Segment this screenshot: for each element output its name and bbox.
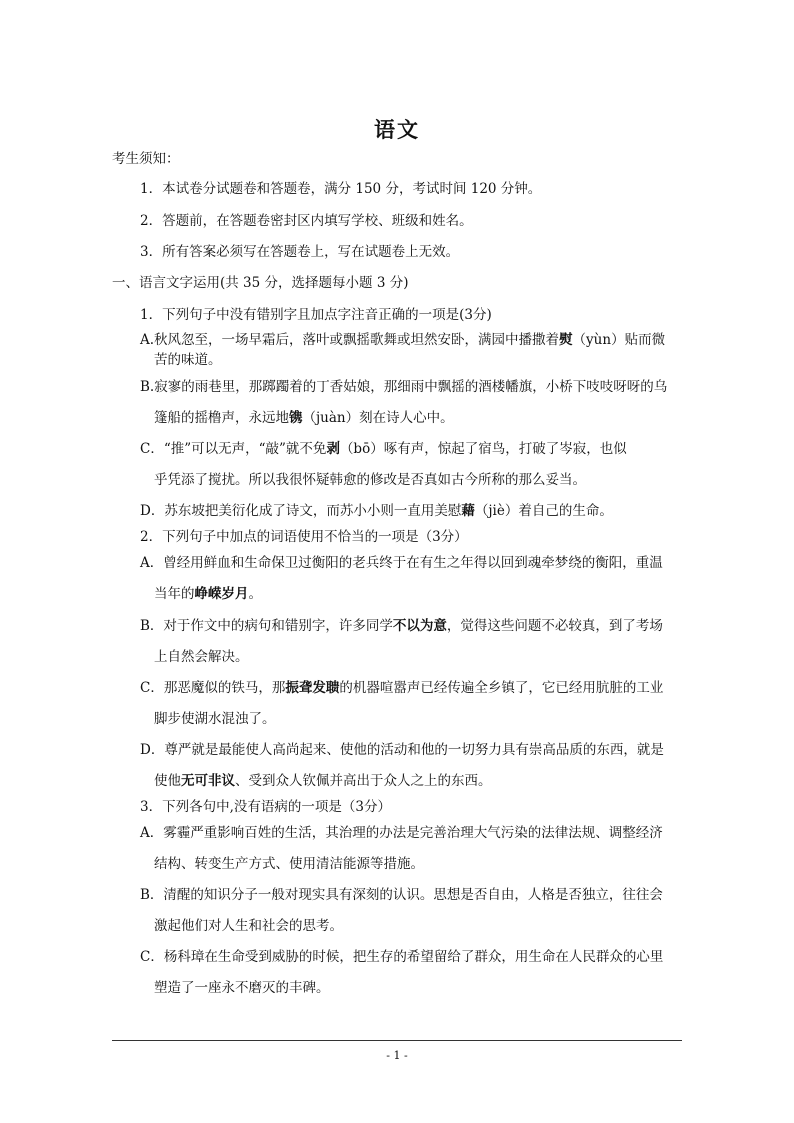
- q1-b-emphasis: 镌: [289, 410, 303, 426]
- q2-a-emphasis: 峥嵘岁月: [194, 586, 249, 602]
- q2-option-a-line1: A．曾经用鲜血和生命保卫过衡阳的老兵终于在有生之年得以回到魂牵梦绕的衡阳，重温: [140, 555, 663, 571]
- q1-option-c-line2: 乎凭添了搅扰。所以我很怀疑韩愈的修改是否真如古今所称的那么妥当。: [154, 472, 586, 488]
- q2-c-text: C．那恶魔似的铁马，那: [140, 680, 286, 696]
- notice-item-2: 2．答题前，在答题卷密封区内填写学校、班级和姓名。: [140, 213, 473, 229]
- q2-a-text-end: 。: [248, 586, 262, 602]
- q1-c-text-end: （bō）啄有声，惊起了宿鸟，打破了岑寂，也似: [339, 441, 627, 457]
- q1-d-emphasis: 藉: [461, 503, 475, 519]
- q1-option-c-line1: [140, 440, 627, 458]
- q2-c-emphasis: 振聋发聩: [285, 680, 340, 696]
- q2-a-text: 当年的: [154, 586, 195, 602]
- q1-b-text: 篷船的摇橹声，永远地: [154, 410, 289, 426]
- q2-b-text-end: ，觉得这些问题不必较真，到了考场: [446, 618, 663, 634]
- q1-option-a-line1: [140, 331, 665, 349]
- q3-option-b-line1: B．清醒的知识分子一般对现实具有深刻的认识。思想是否自由，人格是否独立，往往会: [140, 887, 663, 903]
- q2-option-a-line2: [154, 585, 262, 603]
- q3-option-c-line1: C．杨科璋在生命受到威胁的时候，把生存的希望留给了群众，用生命在人民群众的心里: [140, 949, 664, 965]
- q2-d-text: 使他: [154, 773, 181, 789]
- notice-item-1: 1．本试卷分试题卷和答题卷，满分 150 分，考试时间 120 分钟。: [140, 181, 542, 197]
- notice-heading: 考生须知：: [112, 151, 180, 167]
- q1-a-text: A.秋风忽至，一场早霜后，落叶或飘摇歌舞或坦然安卧，满园中播撒着: [140, 332, 560, 348]
- q2-option-c-line1: [140, 679, 663, 697]
- q1-option-a-line2: 苦的味道。: [154, 352, 222, 368]
- q2-option-c-line2: 脚步使湖水混浊了。: [154, 711, 276, 727]
- q3-option-c-line2: 塑造了一座永不磨灭的丰碑。: [154, 980, 330, 996]
- q3-option-b-line2: 激起他们对人生和社会的思考。: [154, 918, 343, 934]
- q2-b-text: B．对于作文中的病句和错别字，许多同学: [140, 618, 393, 634]
- q1-d-text-end: （jiè）着自己的生命。: [474, 503, 613, 519]
- q1-b-text-end: （juàn）刻在诗人心中。: [302, 410, 454, 426]
- q1-c-text: C．“推”可以无声，“敲”就不免: [140, 441, 327, 457]
- q2-option-b-line1: [140, 617, 663, 635]
- q3-stem: 3．下列各句中,没有语病的一项是（3分）: [140, 799, 391, 815]
- q3-option-a-line1: A．雾霾严重影响百姓的生活，其治理的办法是完善治理大气污染的法律法规、调整经济: [140, 825, 663, 841]
- q2-c-text-end: 的机器喧嚣声已经传遍全乡镇了，它已经用肮脏的工业: [339, 680, 664, 696]
- section-heading: 一、语言文字运用(共 35 分，选择题每小题 3 分): [112, 275, 409, 291]
- q2-d-text-end: 、受到众人钦佩并高出于众人之上的东西。: [235, 773, 492, 789]
- q1-d-text: D．苏东坡把美衍化成了诗文，而苏小小则一直用美慰: [140, 503, 462, 519]
- q1-option-b-line1: B.寂寥的雨巷里，那踯躅着的丁香姑娘，那细雨中飘摇的酒楼幡旗，小桥下吱吱呀呀的乌: [140, 379, 668, 395]
- q2-option-b-line2: 上自然会解决。: [154, 649, 249, 665]
- q2-b-emphasis: 不以为意: [392, 618, 447, 634]
- q1-c-emphasis: 剥: [326, 441, 340, 457]
- q1-a-text-end: （yùn）贴而微: [572, 332, 666, 348]
- notice-item-3: 3．所有答案必须写在答题卷上，写在试题卷上无效。: [140, 244, 460, 260]
- q3-option-a-line2: 结构、转变生产方式、使用清洁能源等措施。: [154, 856, 424, 872]
- q1-option-d-line1: [140, 502, 613, 520]
- q1-a-emphasis: 熨: [559, 332, 573, 348]
- page-number: - 1 -: [386, 1049, 408, 1062]
- footer-rule: [112, 1040, 682, 1041]
- page-title: 语文: [374, 117, 420, 142]
- q1-option-b-line2: [154, 409, 454, 427]
- q2-d-emphasis: 无可非议: [181, 773, 235, 789]
- q1-stem: 1．下列句子中没有错别字且加点字注音正确的一项是(3分): [140, 307, 492, 323]
- q2-option-d-line2: [154, 772, 492, 790]
- q2-stem: 2．下列句子中加点的词语使用不恰当的一项是（3分）: [140, 529, 468, 545]
- q2-option-d-line1: D．尊严就是最能使人高尚起来、使他的活动和他的一切努力具有崇高品质的东西，就是: [140, 742, 664, 758]
